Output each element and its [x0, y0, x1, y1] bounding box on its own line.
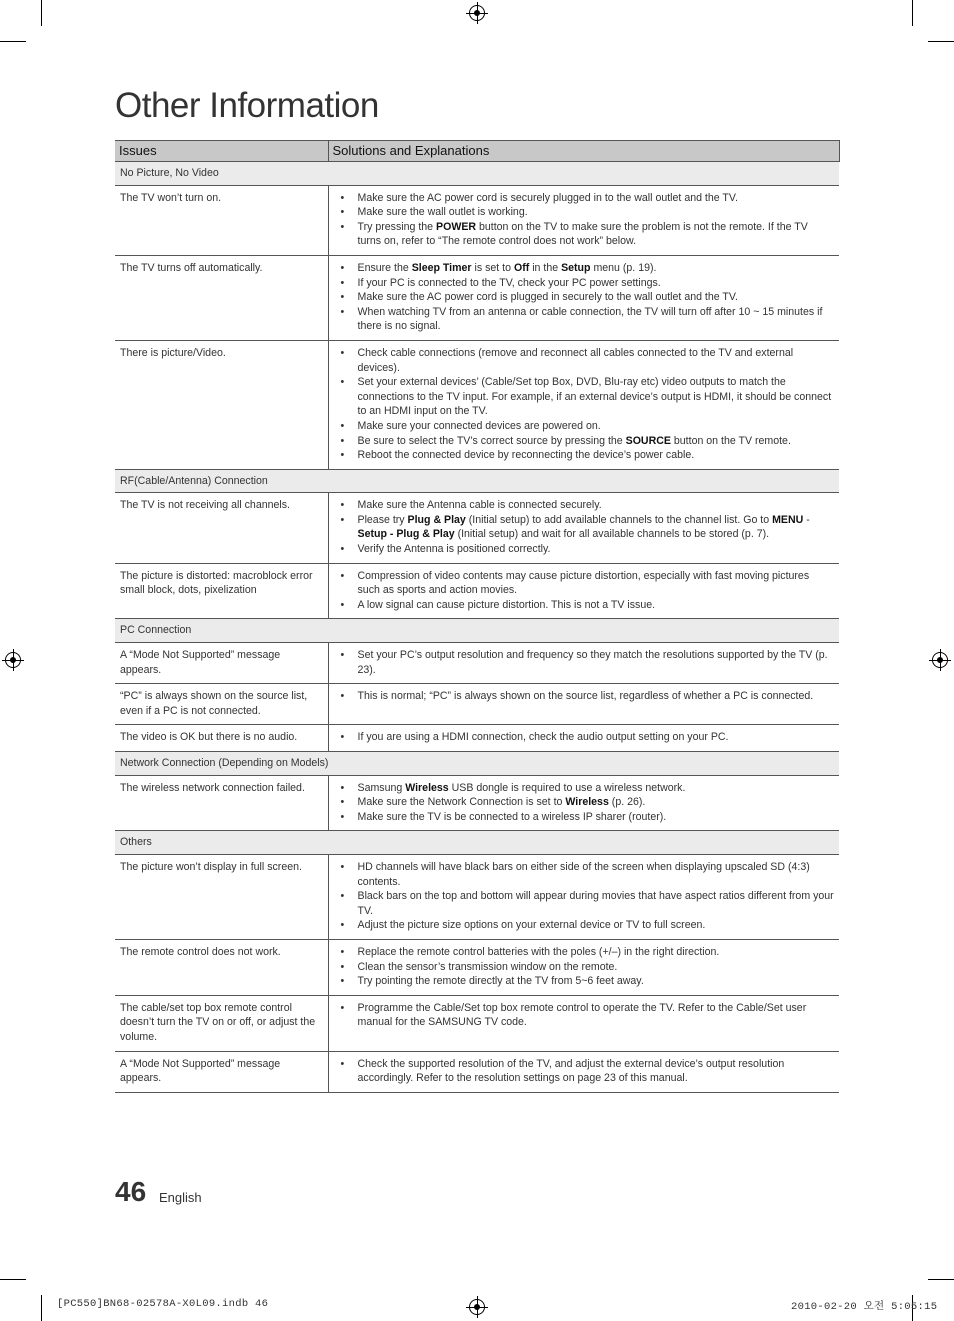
solutions-list: [337, 648, 835, 677]
crop-mark: [912, 0, 913, 26]
solution-item: • This is normal; “PC” is always shown on the source list, regardless of whether a PC is connected.: [337, 689, 835, 704]
section-row: [115, 752, 839, 776]
table-row: [115, 725, 839, 752]
table-row: [115, 563, 839, 619]
solution-item: • Verify the Antenna is positioned correctly.: [337, 542, 835, 557]
issue-cell: The TV won’t turn on.: [115, 185, 328, 255]
solutions-list: [337, 1057, 835, 1086]
section-row: [115, 469, 839, 493]
table-body: [115, 162, 839, 1093]
crop-mark: [0, 1279, 26, 1280]
solution-item: • Make sure the Network Connection is set to Wireless (p. 26).: [337, 795, 835, 810]
table-row: [115, 775, 839, 831]
solutions-cell: [328, 684, 839, 725]
solution-item: • Make sure the AC power cord is securely plugged in to the wall outlet and the TV.: [337, 191, 835, 206]
crop-mark: [928, 1279, 954, 1280]
solution-item: • Check cable connections (remove and reconnect all cables connected to the TV and external devices).: [337, 346, 835, 375]
solutions-list: [337, 1001, 835, 1030]
solution-item: • Try pressing the POWER button on the TV to make sure the problem is not the remote. If the TV turns on, refer to “The remote control does not work” below.: [337, 220, 835, 249]
table-header-row: [115, 141, 839, 162]
solutions-list: [337, 498, 835, 556]
issue-cell: The picture is distorted: macroblock error small block, dots, pixelization: [115, 563, 328, 619]
issue-cell: There is picture/Video.: [115, 340, 328, 469]
issue-cell: A “Mode Not Supported” message appears.: [115, 643, 328, 684]
solutions-cell: [328, 340, 839, 469]
solution-item: • Please try Plug & Play (Initial setup) to add available channels to the channel list. Go to MENU - Setup - Plug & Play (Initial setup) and wait for all available channels to be stored (p. 7).: [337, 513, 835, 542]
solution-item: • When watching TV from an antenna or cable connection, the TV will turn off after 10 ~ 15 minutes if there is no signal.: [337, 305, 835, 334]
table-row: [115, 643, 839, 684]
solution-item: • Replace the remote control batteries with the poles (+/–) in the right direction.: [337, 945, 835, 960]
solution-item: • Clean the sensor’s transmission window on the remote.: [337, 960, 835, 975]
table-row: [115, 255, 839, 340]
solutions-list: [337, 346, 835, 463]
page-language: English: [159, 1190, 202, 1205]
section-row: [115, 162, 839, 186]
crop-mark: [928, 41, 954, 42]
table-row: [115, 684, 839, 725]
crop-mark: [41, 1295, 42, 1321]
registration-mark-icon: [469, 1299, 485, 1315]
solution-item: • Set your PC’s output resolution and frequency so they match the resolutions supported by the TV (p. 23).: [337, 648, 835, 677]
solution-item: • Compression of video contents may cause picture distortion, especially with fast moving pictures such as sports and action movies.: [337, 569, 835, 598]
solution-item: • Make sure the wall outlet is working.: [337, 205, 835, 220]
solution-item: • A low signal can cause picture distortion. This is not a TV issue.: [337, 598, 835, 613]
issue-cell: The remote control does not work.: [115, 939, 328, 995]
solutions-list: [337, 261, 835, 334]
solutions-cell: [328, 725, 839, 752]
issue-cell: The TV turns off automatically.: [115, 255, 328, 340]
issue-cell: The cable/set top box remote control doesn’t turn the TV on or off, or adjust the volume.: [115, 995, 328, 1051]
solutions-list: [337, 569, 835, 613]
file-info: [PC550]BN68-02578A-X0L09.indb 46: [57, 1298, 269, 1310]
solutions-cell: [328, 775, 839, 831]
issue-cell: A “Mode Not Supported” message appears.: [115, 1051, 328, 1092]
section-row: [115, 619, 839, 643]
troubleshooting-table: [115, 140, 840, 1093]
table-row: [115, 340, 839, 469]
registration-mark-icon: [5, 652, 21, 668]
section-title: Others: [115, 831, 839, 855]
section-title: RF(Cable/Antenna) Connection: [115, 469, 839, 493]
issue-cell: The video is OK but there is no audio.: [115, 725, 328, 752]
solutions-cell: [328, 939, 839, 995]
solution-item: • Make sure your connected devices are powered on.: [337, 419, 835, 434]
solution-item: • Check the supported resolution of the TV, and adjust the external device’s output resolution accordingly. Refer to the resolution settings on page 23 of this manual.: [337, 1057, 835, 1086]
solution-item: • Ensure the Sleep Timer is set to Off in the Setup menu (p. 19).: [337, 261, 835, 276]
issue-cell: The picture won’t display in full screen.: [115, 854, 328, 939]
solutions-cell: [328, 255, 839, 340]
solutions-list: [337, 945, 835, 989]
solutions-list: [337, 730, 835, 745]
solution-item: • Black bars on the top and bottom will appear during movies that have aspect ratios different from your TV.: [337, 889, 835, 918]
solutions-cell: [328, 493, 839, 563]
table-row: [115, 1051, 839, 1092]
crop-mark: [41, 0, 42, 26]
column-header-issues: Issues: [115, 141, 328, 162]
solution-item: • Programme the Cable/Set top box remote control to operate the TV. Refer to the Cable/Set user manual for the SAMSUNG TV code.: [337, 1001, 835, 1030]
solution-item: • HD channels will have black bars on either side of the screen when displaying upscaled SD (4:3) contents.: [337, 860, 835, 889]
table-row: [115, 995, 839, 1051]
issue-cell: The wireless network connection failed.: [115, 775, 328, 831]
section-row: [115, 831, 839, 855]
solutions-list: [337, 860, 835, 933]
crop-mark: [0, 41, 26, 42]
solution-item: • Be sure to select the TV’s correct source by pressing the SOURCE button on the TV remote.: [337, 434, 835, 449]
registration-mark-icon: [932, 652, 948, 668]
solution-item: • Set your external devices’ (Cable/Set top Box, DVD, Blu-ray etc) video outputs to match the connections to the TV input. For example, if an external device’s output is HDMI, it should be connect to an HDMI input on the TV.: [337, 375, 835, 419]
section-title: Network Connection (Depending on Models): [115, 752, 839, 776]
solutions-cell: [328, 995, 839, 1051]
solution-item: • Make sure the TV is be connected to a wireless IP sharer (router).: [337, 810, 835, 825]
solution-item: • Make sure the AC power cord is plugged in securely to the wall outlet and the TV.: [337, 290, 835, 305]
solution-item: • Try pointing the remote directly at the TV from 5~6 feet away.: [337, 974, 835, 989]
issue-cell: “PC” is always shown on the source list, even if a PC is not connected.: [115, 684, 328, 725]
solutions-cell: [328, 563, 839, 619]
table-row: [115, 493, 839, 563]
solution-item: • Make sure the Antenna cable is connected securely.: [337, 498, 835, 513]
solution-item: • If your PC is connected to the TV, check your PC power settings.: [337, 276, 835, 291]
solutions-cell: [328, 1051, 839, 1092]
page-title: Other Information: [115, 86, 379, 125]
solutions-cell: [328, 185, 839, 255]
solutions-cell: [328, 643, 839, 684]
table-row: [115, 939, 839, 995]
table-row: [115, 185, 839, 255]
solutions-list: [337, 191, 835, 249]
registration-mark-icon: [469, 5, 485, 21]
table-row: [115, 854, 839, 939]
solution-item: • Adjust the picture size options on your external device or TV to full screen.: [337, 918, 835, 933]
solution-item: • Samsung Wireless USB dongle is required to use a wireless network.: [337, 781, 835, 796]
print-timestamp: 2010-02-20 오전 5:05:15: [791, 1301, 938, 1313]
solutions-list: [337, 781, 835, 825]
section-title: PC Connection: [115, 619, 839, 643]
issue-cell: The TV is not receiving all channels.: [115, 493, 328, 563]
column-header-solutions: Solutions and Explanations: [328, 141, 839, 162]
solution-item: • Reboot the connected device by reconnecting the device’s power cable.: [337, 448, 835, 463]
solutions-list: [337, 689, 835, 704]
page-number: 46: [115, 1176, 147, 1207]
section-title: No Picture, No Video: [115, 162, 839, 186]
solution-item: • If you are using a HDMI connection, check the audio output setting on your PC.: [337, 730, 835, 745]
solutions-cell: [328, 854, 839, 939]
